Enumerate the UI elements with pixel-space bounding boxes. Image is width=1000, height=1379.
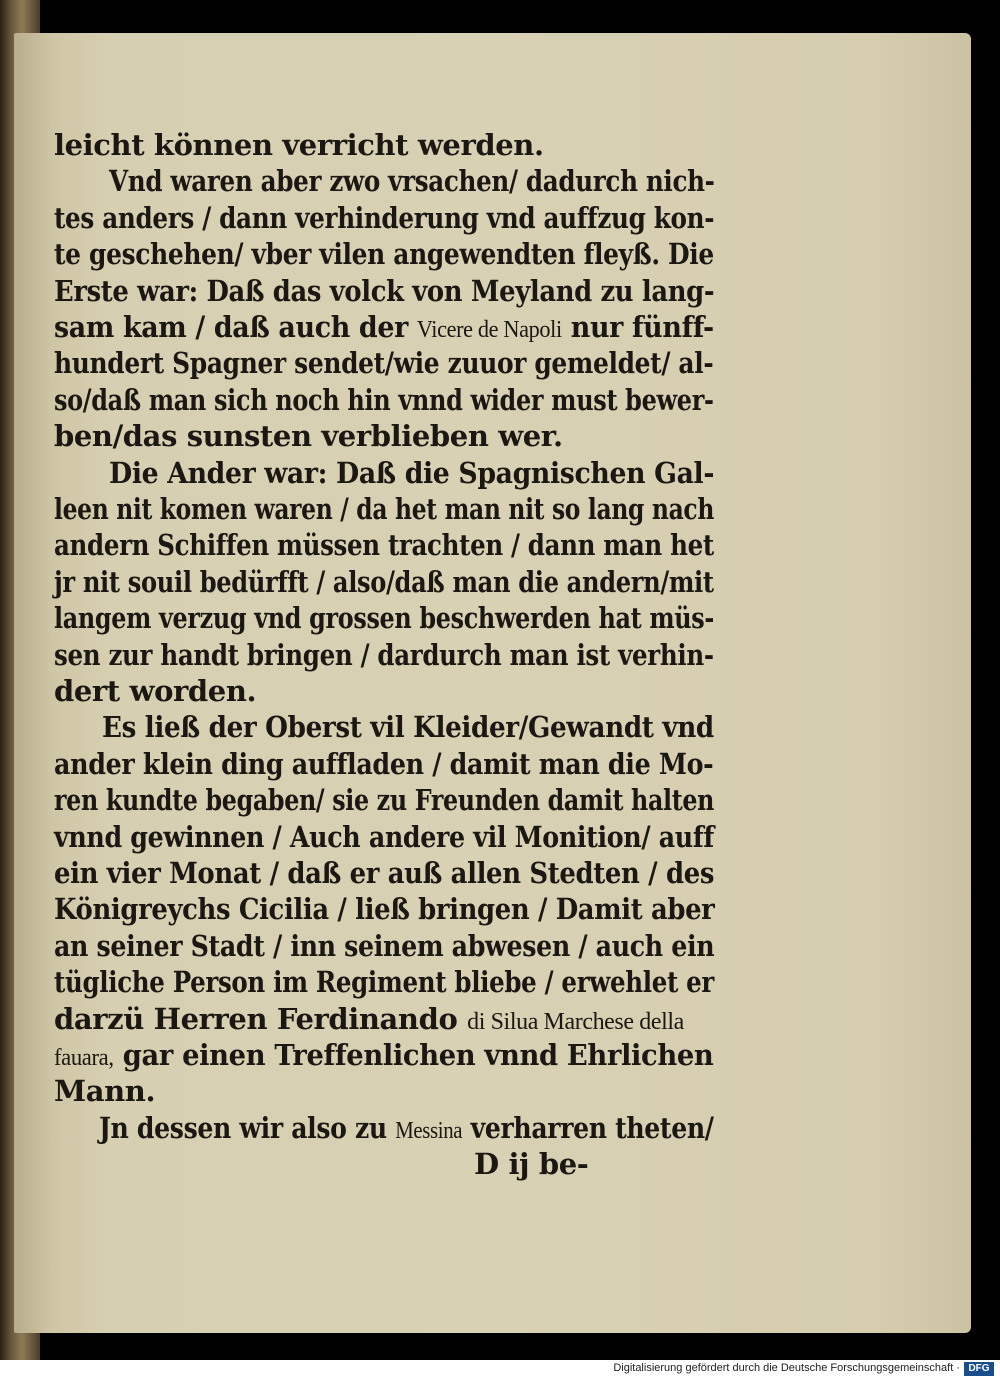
line-roman-text: fauara,	[54, 1045, 114, 1071]
footer-attribution: Digitalisierung gefördert durch die Deutsche Forschungsgemeinschaft ·	[613, 1362, 960, 1374]
line-text: Die Ander war: Daß die Spagnischen Gal-	[109, 455, 715, 490]
text-line	[102, 710, 714, 744]
line-text: andern Schiffen müssen trachten / dann man het	[54, 528, 714, 563]
line-text: dert worden.	[54, 674, 257, 708]
text-line	[99, 1111, 714, 1145]
text-line	[54, 856, 714, 890]
text-line	[54, 310, 714, 344]
line-text: te geschehen/ vber vilen angewendten fleyß. Die	[54, 237, 714, 272]
text-line	[54, 1038, 713, 1072]
line-text-continued: verharren theten/	[462, 1110, 714, 1145]
line-text: ben/das sunsten verblieben wer.	[54, 419, 563, 454]
line-text: leen nit komen waren / da het man nit so lang nach	[54, 492, 715, 526]
text-line	[54, 929, 714, 963]
line-text: Erste war: Daß das volck von Meyland zu lang-	[54, 273, 715, 308]
text-line	[54, 892, 714, 926]
line-roman-text: Vicere de Napoli	[416, 317, 562, 343]
line-text-continued: gar einen Treffenlichen vnnd Ehrlichen	[113, 1038, 714, 1072]
text-line	[54, 383, 714, 417]
text-line	[54, 565, 714, 599]
text-line	[54, 274, 714, 308]
line-text: hundert Spagner sendet/wie zuuor gemeldet/ al-	[54, 346, 714, 381]
text-line	[54, 419, 563, 453]
line-text: tes anders / dann verhinderung vnd auffzug kon-	[54, 200, 715, 235]
dfg-logo-icon: DFG	[964, 1362, 994, 1376]
book-page	[14, 33, 971, 1333]
line-text: Jn dessen wir also zu	[99, 1110, 396, 1145]
line-roman-text: Messina	[395, 1117, 463, 1144]
line-text: tügliche Person im Regiment bliebe / erwehlet er	[54, 965, 714, 1000]
text-line	[54, 601, 714, 635]
text-line	[54, 492, 714, 526]
line-text: vnnd gewinnen / Auch andere vil Monition/ auff	[54, 819, 714, 854]
line-text: jr nit souil bedürfft / also/daß man die andern/mit	[54, 564, 714, 599]
line-roman-text: di Silua Marchese della	[467, 1008, 684, 1035]
text-line	[54, 1074, 155, 1108]
text-line	[54, 638, 714, 672]
line-text: Es ließ der Oberst vil Kleider/Gewandt vnd	[102, 710, 714, 745]
line-text: so/daß man sich noch hin vnnd wider must bewer-	[54, 382, 714, 417]
text-line	[54, 965, 714, 999]
text-line	[109, 164, 715, 198]
line-text: sen zur handt bringen / dardurch man ist verhin-	[54, 637, 714, 672]
text-line	[54, 1002, 684, 1036]
line-text: langem verzug vnd grossen beschwerden hat müs-	[54, 601, 714, 636]
line-text: Mann.	[54, 1074, 156, 1109]
text-line	[474, 1147, 588, 1181]
line-text: Vnd waren aber zwo vrsachen/ dadurch nich-	[109, 164, 715, 199]
footer-bar	[0, 1360, 1000, 1379]
line-text: an seiner Stadt / inn seinem abwesen / auch ein	[54, 928, 715, 963]
text-line	[54, 128, 544, 162]
text-line	[54, 528, 714, 562]
text-line	[109, 456, 714, 490]
line-text: D ij be-	[474, 1147, 589, 1182]
line-text: leicht können verricht werden.	[54, 128, 544, 162]
text-line	[54, 783, 714, 817]
line-text: ren kundte begaben/ sie zu Freunden damit halten	[54, 783, 715, 818]
text-line	[54, 201, 714, 235]
text-line	[54, 237, 714, 271]
text-line	[54, 820, 714, 854]
line-text: ein vier Monat / daß er auß allen Stedten / des	[54, 856, 715, 890]
text-line	[54, 747, 713, 781]
line-text-continued: nur fünff-	[561, 310, 714, 344]
line-text: Königreychs Cicilia / ließ bringen / Damit aber	[54, 892, 715, 927]
line-text: ander klein ding auffladen / damit man die Mo-	[54, 746, 714, 781]
line-text: sam kam / daß auch der	[54, 310, 417, 344]
text-line	[54, 674, 256, 708]
text-line	[54, 346, 713, 380]
line-text: darzü Herren Ferdinando	[54, 1001, 468, 1036]
